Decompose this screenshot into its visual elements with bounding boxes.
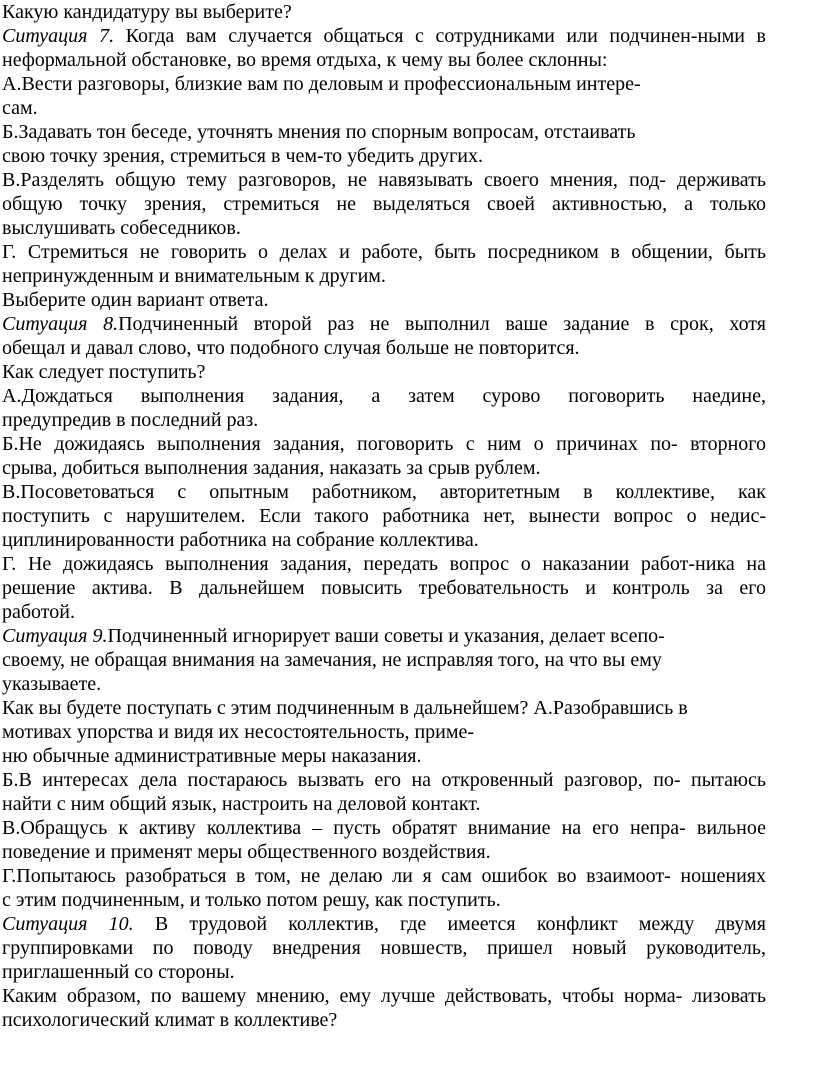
text-line: Как следует поступить? [2, 361, 206, 383]
text-line: свою точку зрения, стремиться в чем-то убедить других. [2, 145, 483, 167]
text-line: приглашенный со стороны. [2, 961, 235, 983]
text-line: Каким образом, по вашему мнению, ему лучше действовать, чтобы норма- лизовать [2, 985, 766, 1007]
text-line: неформальной обстановке, во время отдыха, к чему вы более склонны: [2, 49, 608, 71]
text-line: А.Вести разговоры, близкие вам по деловым и профессиональным интере- [2, 73, 641, 95]
situation-label: Ситуация 9. [2, 625, 108, 647]
text-line: Как вы будете поступать с этим подчиненным в дальнейшем? А.Разобравшись в [2, 697, 688, 719]
text-line: общую точку зрения, стремиться не выделяться своей активностью, а только [2, 193, 766, 215]
text-line: предупредив в последний раз. [2, 409, 259, 431]
text-line: решение актива. В дальнейшем повысить требовательность и контроль за его [2, 577, 766, 599]
text-line: Ситуация 9.Подчиненный игнорирует ваши советы и указания, делает всепо- [2, 625, 665, 647]
text-line: Б.Задавать тон беседе, уточнять мнения по спорным вопросам, отстаивать [2, 121, 636, 143]
situation-label: Ситуация 10. [2, 913, 134, 935]
text-line: Б.Не дожидаясь выполнения задания, поговорить с ним о причинах по- вторного [2, 433, 766, 455]
text-line: В.Обращусь к активу коллектива – пусть обратят внимание на его непра- вильное [2, 817, 766, 839]
situation-label: Ситуация 8. [2, 313, 119, 335]
text-line: В.Посоветоваться с опытным работником, авторитетным в коллективе, как [2, 481, 766, 503]
text-line: Выберите один вариант ответа. [2, 289, 269, 311]
text-line: Б.В интересах дела постараюсь вызвать его на откровенный разговор, по- пытаюсь [2, 769, 766, 791]
text-line: Г.Попытаюсь разобраться в том, не делаю ли я сам ошибок во взаимоот- ношениях [2, 865, 766, 887]
text-line: психологический климат в коллективе? [2, 1009, 338, 1031]
text-line: найти с ним общий язык, настроить на деловой контакт. [2, 793, 481, 815]
text-line: сам. [2, 97, 38, 119]
text-line: мотивах упорства и видя их несостоятельность, приме- [2, 721, 475, 743]
text-line: Г. Не дожидаясь выполнения задания, передать вопрос о наказании работ-ника на [2, 553, 766, 575]
text-line: срыва, добиться выполнения задания, наказать за срыв рублем. [2, 457, 541, 479]
text-line: обещал и давал слово, что подобного случая больше не повторится. [2, 337, 580, 359]
text-line: с этим подчиненным, и только потом решу, как поступить. [2, 889, 501, 911]
text-line: циплинированности работника на собрание коллектива. [2, 529, 479, 551]
text-line: работой. [2, 601, 75, 623]
text-line: непринужденным и внимательным к другим. [2, 265, 386, 287]
situation-label: Ситуация 7. [2, 25, 115, 47]
text-line: группировками по поводу внедрения новшеств, пришел новый руководитель, [2, 937, 766, 959]
text-line: В.Разделять общую тему разговоров, не навязывать своего мнения, под- держивать [2, 169, 766, 191]
text-line: своему, не обращая внимания на замечания, не исправляя того, на что вы ему [2, 649, 662, 671]
text-line: А.Дождаться выполнения задания, а затем сурово поговорить наедине, [2, 385, 766, 407]
text-line: Какую кандидатуру вы выберите? [2, 1, 292, 23]
text-line: Ситуация 10. В трудовой коллектив, где имеется конфликт между двумя [2, 913, 766, 935]
text-line: поведение и применят меры общественного воздействия. [2, 841, 491, 863]
text-line: выслушивать собеседников. [2, 217, 241, 239]
text-line: Г. Стремиться не говорить о делах и работе, быть посредником в общении, быть [2, 241, 766, 263]
text-line: поступить с нарушителем. Если такого работника нет, вынести вопрос о недис- [2, 505, 766, 527]
text-line: Ситуация 7. Когда вам случается общаться с сотрудниками или подчинен-ными в [2, 25, 766, 47]
text-line: ню обычные административные меры наказания. [2, 745, 422, 767]
text-line: Ситуация 8.Подчиненный второй раз не выполнил ваше задание в срок, хотя [2, 313, 766, 335]
text-line: указываете. [2, 673, 102, 695]
